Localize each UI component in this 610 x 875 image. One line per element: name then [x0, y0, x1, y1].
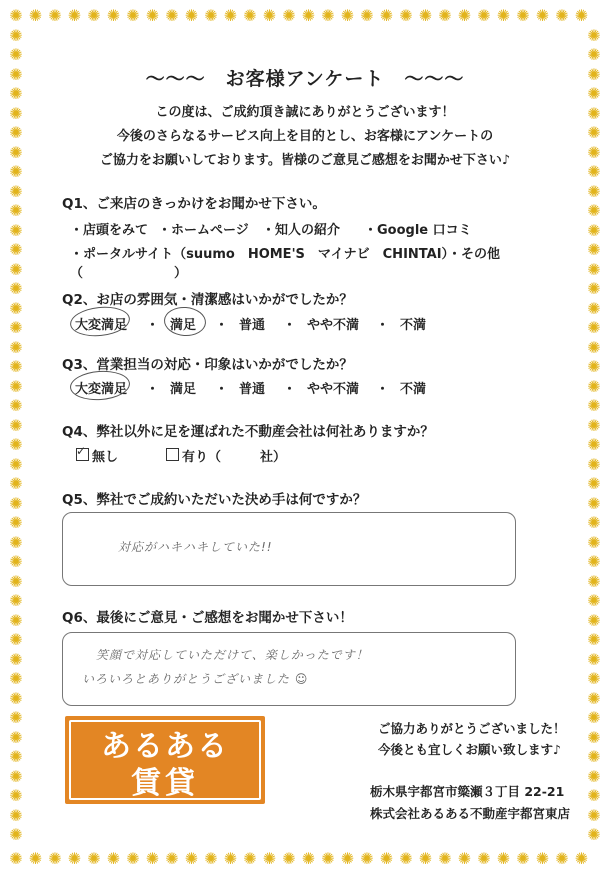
star-icon: ✺ [587, 103, 601, 123]
star-icon: ✺ [9, 318, 23, 337]
star-icon: ✺ [67, 6, 82, 25]
star-icon: ✺ [587, 805, 601, 825]
star-icon: ✺ [587, 825, 601, 844]
star-icon: ✺ [457, 6, 472, 25]
star-icon: ✺ [587, 747, 601, 766]
star-icon: ✺ [9, 6, 23, 25]
star-icon: ✺ [9, 25, 23, 45]
star-icon: ✺ [9, 552, 23, 571]
star-icon: ✺ [165, 6, 179, 25]
survey-title: 〜〜〜 お客様アンケート 〜〜〜 [145, 68, 465, 90]
star-icon: ✺ [496, 6, 511, 25]
star-icon: ✺ [587, 649, 601, 669]
q5-label: Q5、弊社でご成約いただいた決め手は何ですか？ [62, 492, 367, 508]
q2-label: Q2、お店の雰囲気・清潔感はいかがでしたか？ [62, 292, 353, 308]
q3-option-somewhat-dissatisfied: やや不満 [307, 382, 360, 397]
star-icon: ✺ [9, 123, 23, 142]
star-icon: ✺ [9, 649, 23, 669]
star-icon: ✺ [340, 849, 355, 868]
star-icon: ✺ [9, 454, 23, 474]
star-icon: ✺ [587, 513, 601, 532]
intro-line-3: ご協力をお願いしております。皆様のご意見ご感想をお聞かせ下さい♪ [99, 153, 511, 168]
q3-sep-1: ・ [146, 382, 160, 397]
star-icon: ✺ [379, 6, 394, 25]
star-icon: ✺ [477, 6, 491, 25]
q6-handwritten-answer-line-1: 笑顔で対応していただけて、楽しかったです！ [96, 648, 369, 662]
q1-option-homepage: ・ホームページ [158, 223, 249, 238]
closing-line-2: 今後とも宜しくお願い致します♪ [378, 742, 561, 757]
q5-handwritten-answer: 対応がハキハキしていた!! [118, 540, 273, 554]
star-icon: ✺ [106, 6, 121, 25]
star-icon: ✺ [9, 805, 23, 825]
star-icon: ✺ [587, 474, 601, 493]
star-icon: ✺ [262, 6, 277, 25]
star-icon: ✺ [9, 493, 23, 513]
q3-option-satisfied: 満足 [170, 382, 197, 397]
q2-option-dissatisfied: 不満 [400, 318, 427, 333]
star-icon: ✺ [243, 849, 257, 868]
star-icon: ✺ [9, 474, 23, 493]
star-icon: ✺ [9, 162, 23, 181]
star-icon: ✺ [574, 849, 589, 868]
star-icon: ✺ [587, 201, 601, 220]
star-icon: ✺ [587, 64, 601, 84]
star-icon: ✺ [204, 849, 218, 868]
star-icon: ✺ [587, 396, 601, 415]
intro-line-2: 今後のさらなるサービス向上を目的とし、お客様にアンケートの [116, 129, 494, 144]
star-icon: ✺ [574, 6, 589, 25]
q2-sep-3: ・ [283, 318, 297, 333]
star-icon: ✺ [223, 6, 238, 25]
star-icon: ✺ [262, 849, 277, 868]
star-icon: ✺ [184, 849, 199, 868]
star-icon: ✺ [418, 849, 433, 868]
star-icon: ✺ [282, 6, 296, 25]
star-icon: ✺ [9, 84, 23, 103]
star-icon: ✺ [9, 727, 23, 747]
star-icon: ✺ [9, 279, 23, 298]
star-icon: ✺ [87, 6, 101, 25]
star-icon: ✺ [587, 435, 601, 454]
star-icon: ✺ [587, 786, 601, 805]
star-icon: ✺ [9, 357, 23, 376]
star-icon: ✺ [9, 610, 23, 630]
star-icon: ✺ [301, 6, 316, 25]
star-icon: ✺ [379, 849, 394, 868]
star-icon: ✺ [9, 298, 23, 318]
star-icon: ✺ [9, 669, 23, 688]
star-icon: ✺ [587, 318, 601, 337]
star-icon: ✺ [587, 240, 601, 259]
star-icon: ✺ [9, 64, 23, 84]
star-icon: ✺ [587, 766, 601, 786]
star-icon: ✺ [399, 849, 413, 868]
star-icon: ✺ [48, 6, 62, 25]
star-icon: ✺ [9, 591, 23, 610]
star-icon: ✺ [126, 849, 140, 868]
star-icon: ✺ [587, 493, 601, 513]
star-icon: ✺ [535, 6, 550, 25]
q3-answer-circle [69, 369, 131, 402]
star-icon: ✺ [587, 357, 601, 376]
star-icon: ✺ [28, 849, 43, 868]
star-icon: ✺ [535, 849, 550, 868]
star-icon: ✺ [9, 45, 23, 64]
star-icon: ✺ [282, 849, 296, 868]
star-icon: ✺ [496, 849, 511, 868]
logo-text-bottom: 賃貸 [131, 766, 199, 801]
q2-option-satisfied: 満足 [170, 318, 197, 333]
star-icon: ✺ [587, 279, 601, 298]
q4-option-none: 無し [92, 450, 119, 465]
star-icon: ✺ [126, 6, 140, 25]
company-address: 栃木県宇都宮市簗瀬３丁目 22-21 [370, 784, 565, 799]
star-icon: ✺ [587, 142, 601, 162]
star-icon: ✺ [587, 162, 601, 181]
star-icon: ✺ [587, 376, 601, 396]
star-icon: ✺ [9, 849, 23, 868]
star-icon: ✺ [516, 6, 530, 25]
star-icon: ✺ [9, 201, 23, 220]
star-icon: ✺ [9, 396, 23, 415]
star-icon: ✺ [48, 849, 62, 868]
q1-option-referral: ・知人の紹介 [262, 223, 341, 238]
q2-option-very-satisfied: 大変満足 [75, 318, 128, 333]
star-icon: ✺ [587, 591, 601, 610]
q2-sep-1: ・ [146, 318, 160, 333]
q2-sep-4: ・ [376, 318, 390, 333]
star-icon: ✺ [9, 240, 23, 259]
q6-answer-box [62, 632, 516, 706]
q3-option-very-satisfied: 大変満足 [75, 382, 128, 397]
star-icon: ✺ [9, 435, 23, 454]
star-icon: ✺ [587, 532, 601, 552]
star-icon: ✺ [9, 786, 23, 805]
star-icon: ✺ [9, 688, 23, 708]
star-icon: ✺ [587, 630, 601, 649]
star-icon: ✺ [587, 688, 601, 708]
star-icon: ✺ [360, 6, 374, 25]
star-icon: ✺ [9, 220, 23, 240]
star-icon: ✺ [587, 181, 601, 201]
star-icon: ✺ [360, 849, 374, 868]
q6-label: Q6、最後にご意見・ご感想をお聞かせ下さい！ [62, 610, 353, 626]
q6-handwritten-answer-line-2: いろいろとありがとうございました ☺ [82, 672, 309, 686]
star-icon: ✺ [204, 6, 218, 25]
star-icon: ✺ [184, 6, 199, 25]
q3-option-neutral: 普通 [239, 382, 266, 397]
star-icon: ✺ [67, 849, 82, 868]
star-icon: ✺ [587, 669, 601, 688]
star-icon: ✺ [587, 298, 601, 318]
star-icon: ✺ [340, 6, 355, 25]
star-icon: ✺ [587, 337, 601, 357]
intro-line-1: この度は、ご成約頂き誠にありがとうございます！ [155, 105, 455, 120]
star-icon: ✺ [9, 630, 23, 649]
star-icon: ✺ [587, 84, 601, 103]
company-name: 株式会社あるある不動産宇都宮東店 [370, 806, 571, 821]
star-icon: ✺ [165, 849, 179, 868]
q1-option-portal: ・ポータルサイト（suumo HOME'S マイナビ CHINTAI）・その他（ ） [70, 247, 501, 281]
q2-option-neutral: 普通 [239, 318, 266, 333]
star-icon: ✺ [301, 849, 316, 868]
star-icon: ✺ [587, 610, 601, 630]
star-icon: ✺ [457, 849, 472, 868]
star-icon: ✺ [477, 849, 491, 868]
star-icon: ✺ [555, 6, 569, 25]
check-mark-icon: ✓ [76, 444, 87, 458]
star-icon: ✺ [587, 259, 601, 279]
star-icon: ✺ [28, 6, 43, 25]
q3-label: Q3、営業担当の対応・印象はいかがでしたか？ [62, 357, 353, 373]
q3-sep-2: ・ [215, 382, 229, 397]
star-icon: ✺ [555, 849, 569, 868]
star-icon: ✺ [587, 571, 601, 591]
star-icon: ✺ [9, 376, 23, 396]
q3-sep-4: ・ [376, 382, 390, 397]
star-icon: ✺ [87, 849, 101, 868]
q1-label: Q1、ご来店のきっかけをお聞かせ下さい。 [62, 196, 326, 212]
q4-label: Q4、弊社以外に足を運ばれた不動産会社は何社ありますか？ [62, 424, 434, 440]
star-icon: ✺ [587, 727, 601, 747]
star-icon: ✺ [587, 220, 601, 240]
star-icon: ✺ [9, 708, 23, 727]
star-icon: ✺ [9, 181, 23, 201]
star-icon: ✺ [587, 552, 601, 571]
star-icon: ✺ [587, 415, 601, 435]
q3-sep-3: ・ [283, 382, 297, 397]
star-icon: ✺ [106, 849, 121, 868]
star-icon: ✺ [438, 849, 452, 868]
q1-option-storefront: ・店頭をみて [70, 223, 149, 238]
q2-option-somewhat-dissatisfied: やや不満 [307, 318, 360, 333]
star-icon: ✺ [9, 337, 23, 357]
star-icon: ✺ [9, 513, 23, 532]
star-icon: ✺ [9, 142, 23, 162]
star-icon: ✺ [145, 6, 160, 25]
star-icon: ✺ [516, 849, 530, 868]
q4-option-some: 有り（ 社） [182, 450, 287, 465]
star-icon: ✺ [587, 123, 601, 142]
star-icon: ✺ [243, 6, 257, 25]
star-icon: ✺ [9, 825, 23, 844]
star-icon: ✺ [9, 766, 23, 786]
star-icon: ✺ [9, 259, 23, 279]
star-icon: ✺ [438, 6, 452, 25]
star-icon: ✺ [9, 103, 23, 123]
q4-some-checkbox [166, 448, 179, 461]
star-icon: ✺ [418, 6, 433, 25]
star-icon: ✺ [321, 6, 335, 25]
q1-option-google: ・Google 口コミ [364, 223, 472, 238]
closing-line-1: ご協力ありがとうございました！ [378, 721, 566, 736]
star-icon: ✺ [145, 849, 160, 868]
star-icon: ✺ [321, 849, 335, 868]
q3-option-dissatisfied: 不満 [400, 382, 427, 397]
star-icon: ✺ [399, 6, 413, 25]
star-icon: ✺ [9, 747, 23, 766]
star-icon: ✺ [9, 532, 23, 552]
logo-text-top: あるある [101, 729, 229, 764]
star-icon: ✺ [9, 571, 23, 591]
star-icon: ✺ [9, 415, 23, 435]
q2-sep-2: ・ [215, 318, 229, 333]
star-icon: ✺ [587, 25, 601, 45]
star-icon: ✺ [587, 708, 601, 727]
star-icon: ✺ [587, 45, 601, 64]
star-icon: ✺ [587, 454, 601, 474]
star-icon: ✺ [223, 849, 238, 868]
company-logo [65, 716, 265, 804]
q2-answer-circle-1 [69, 304, 132, 339]
